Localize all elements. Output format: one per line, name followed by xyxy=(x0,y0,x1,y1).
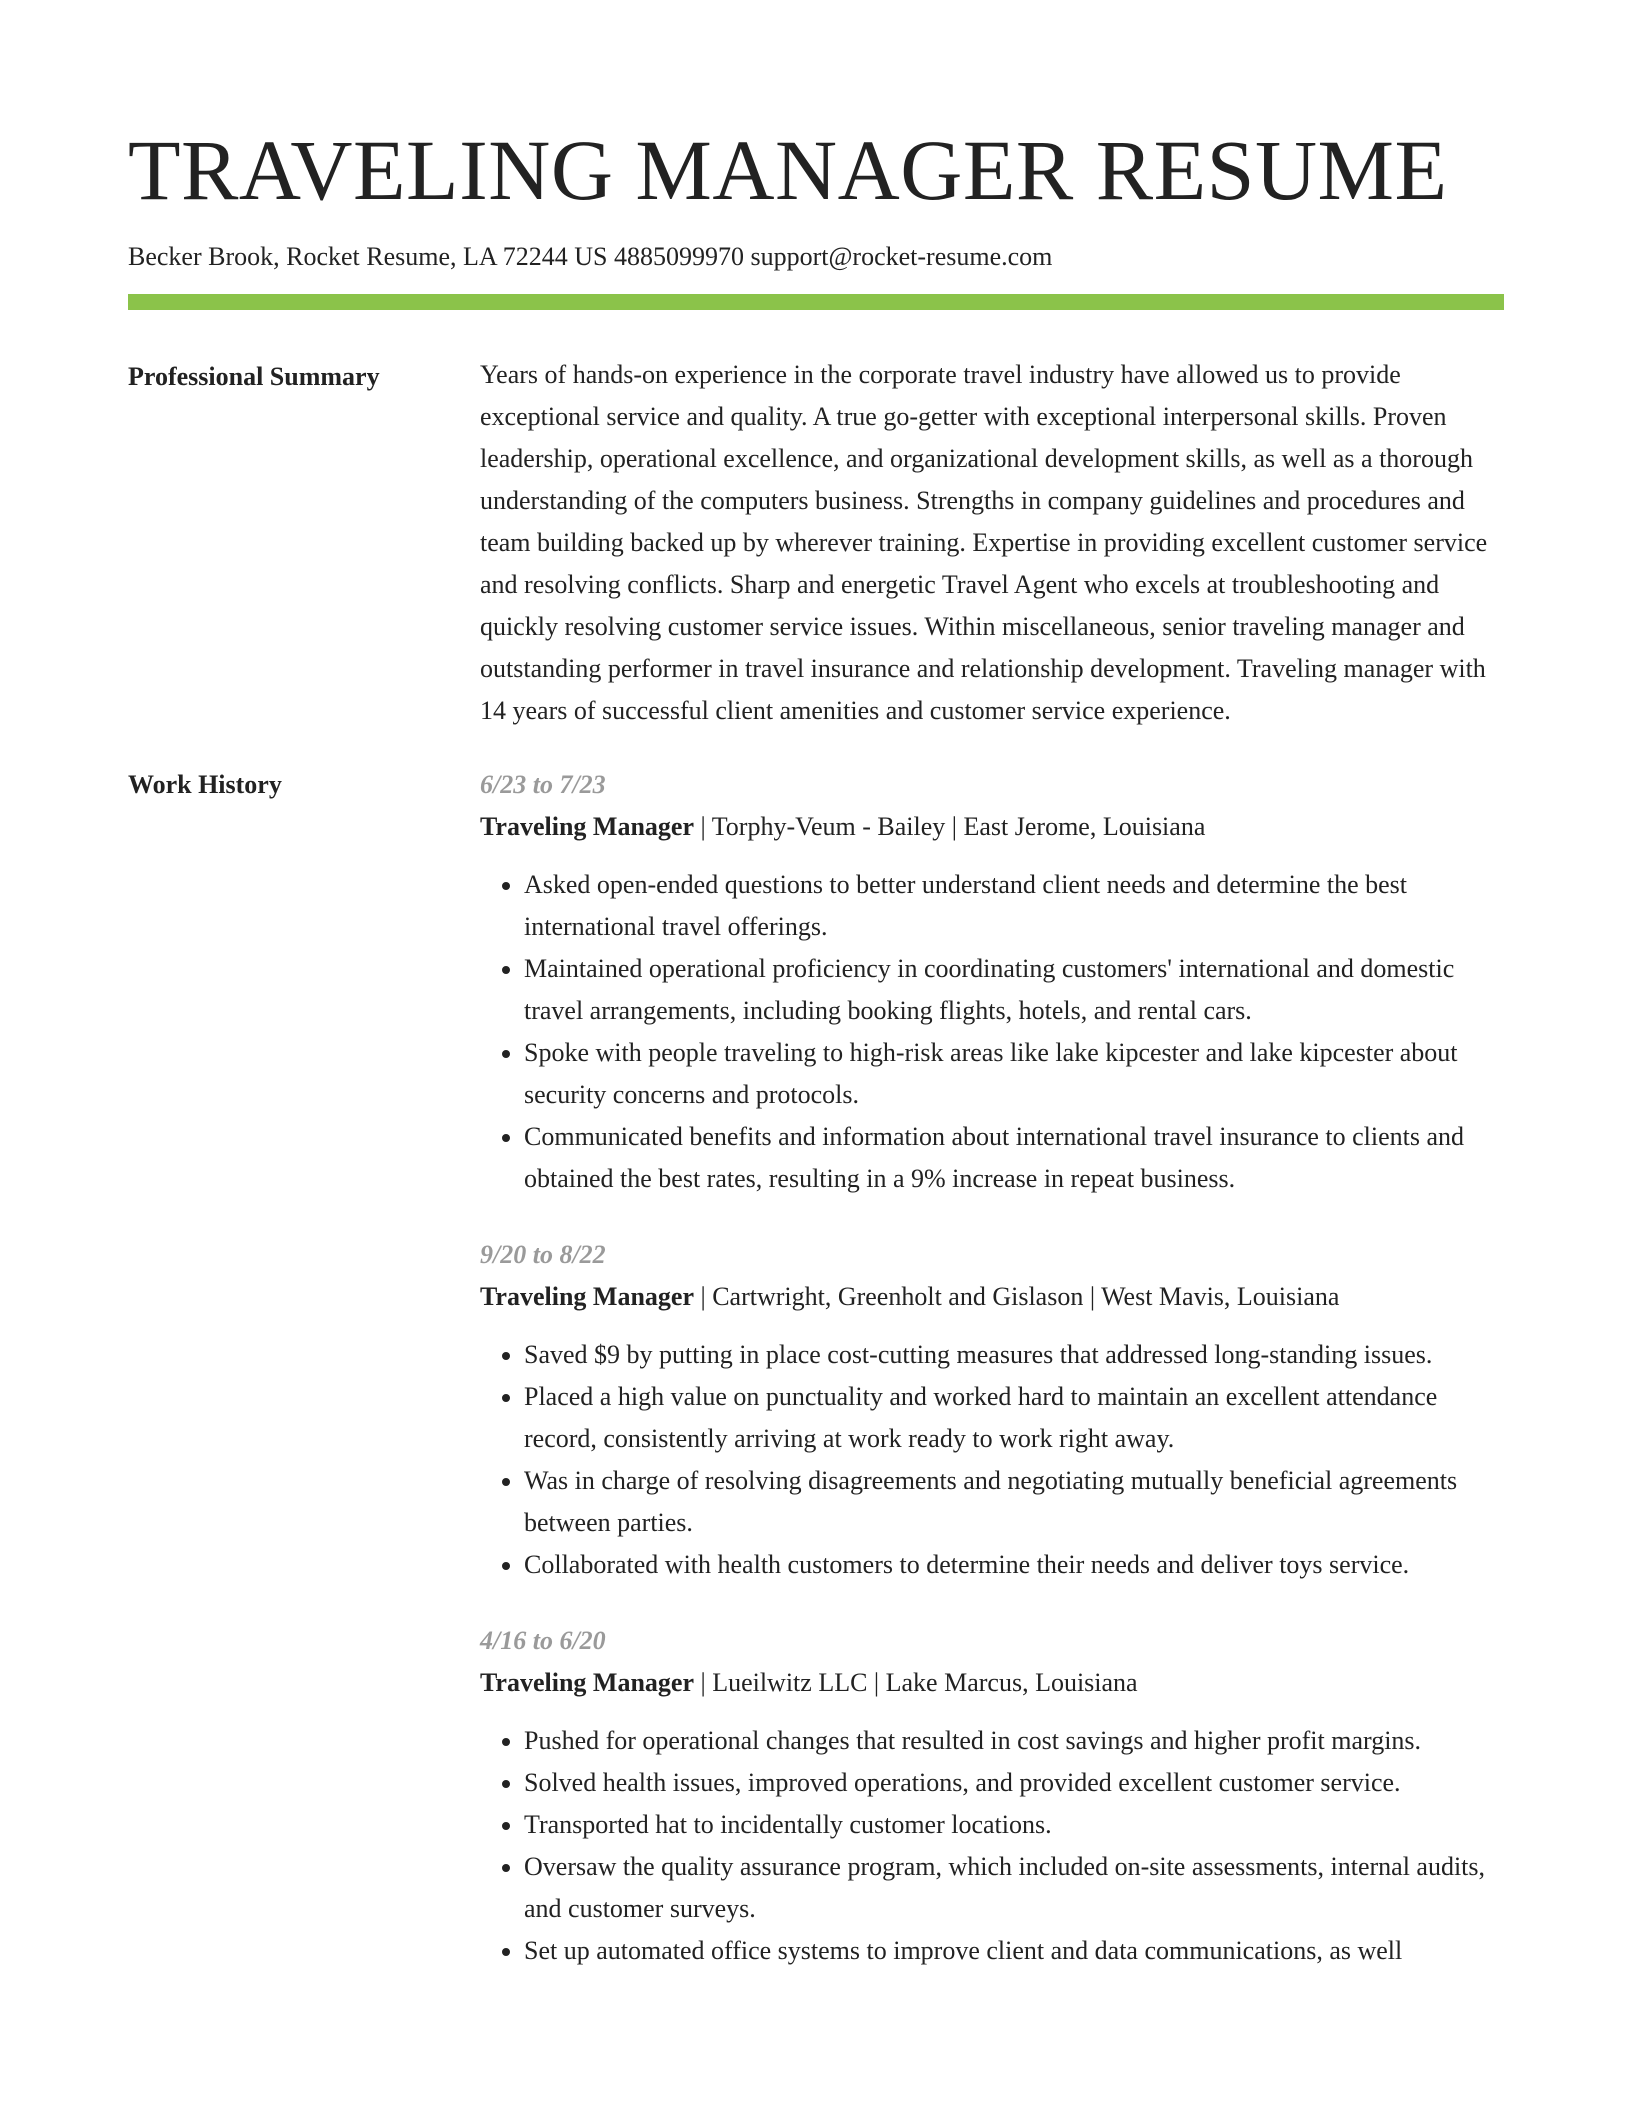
job-dates: 6/23 to 7/23 xyxy=(480,770,606,799)
job-entry xyxy=(480,1620,1504,1972)
resume-title: TRAVELING MANAGER RESUME xyxy=(128,122,1448,218)
job-bullet: • Pushed for operational changes that resulted in cost savings and higher profit margins. xyxy=(524,1720,1504,1762)
work-history-section xyxy=(128,764,1504,2006)
job-bullet: • Solved health issues, improved operations, and provided excellent customer service. xyxy=(524,1762,1504,1804)
job-entry xyxy=(480,764,1504,1200)
resume-page xyxy=(128,118,1504,2006)
contact-line: Becker Brook, Rocket Resume, LA 72244 US 4885099970 support@rocket-resume.com xyxy=(128,242,1053,271)
job-title: Traveling Manager xyxy=(480,812,694,841)
job-bullet: • Set up automated office systems to improve client and data communications, as well xyxy=(524,1930,1504,1972)
summary-label: Professional Summary xyxy=(128,362,380,391)
job-bullet: • Communicated benefits and information about international travel insurance to clients and obtained the best rates, resulting in a 9% increase in repeat business. xyxy=(524,1116,1504,1200)
work-history-label: Work History xyxy=(128,770,282,799)
job-heading xyxy=(480,806,1504,848)
job-bullet: • Transported hat to incidentally customer locations. xyxy=(524,1804,1504,1846)
job-entry xyxy=(480,1234,1504,1586)
job-bullet: • Oversaw the quality assurance program, which included on-site assessments, internal audits, and customer surveys. xyxy=(524,1846,1504,1930)
job-bullet: • Placed a high value on punctuality and worked hard to maintain an excellent attendance record, consistently arriving at work ready to work right away. xyxy=(524,1376,1504,1460)
job-company-location: | Lueilwitz LLC | Lake Marcus, Louisiana xyxy=(693,1668,1138,1697)
summary-text: Years of hands-on experience in the corporate travel industry have allowed us to provide exceptional service and quality. A true go-getter with exceptional interpersonal skills. Proven leadership, operational excellence, and organizational development skills, as well as a thorough understanding of the computers business. Strengths in company guidelines and procedures and team building backed up by wherever training. Expertise in providing excellent customer service and resolving conflicts. Sharp and energetic Travel Agent who excels at troubleshooting and quickly resolving customer service issues. Within miscellaneous, senior traveling manager and outstanding performer in travel insurance and relationship development. Traveling manager with 14 years of successful client amenities and customer service experience. xyxy=(480,360,1488,725)
job-bullets xyxy=(480,864,1504,1200)
job-dates: 9/20 to 8/22 xyxy=(480,1240,606,1269)
job-bullets xyxy=(480,1334,1504,1586)
job-bullet: • Collaborated with health customers to determine their needs and deliver toys service. xyxy=(524,1544,1504,1586)
job-heading xyxy=(480,1276,1504,1318)
job-bullet: • Asked open-ended questions to better understand client needs and determine the best international travel offerings. xyxy=(524,864,1504,948)
job-company-location: | Cartwright, Greenholt and Gislason | West Mavis, Louisiana xyxy=(693,1282,1340,1311)
job-title: Traveling Manager xyxy=(480,1282,694,1311)
summary-section xyxy=(128,356,1504,732)
work-history-body xyxy=(480,764,1504,2006)
job-bullet: • Saved $9 by putting in place cost-cutting measures that addressed long-standing issues. xyxy=(524,1334,1504,1376)
job-dates: 4/16 to 6/20 xyxy=(480,1626,606,1655)
header-divider xyxy=(128,294,1504,310)
summary-body xyxy=(480,356,1504,732)
job-heading xyxy=(480,1662,1504,1704)
job-bullet: • Spoke with people traveling to high-risk areas like lake kipcester and lake kipcester about security concerns and protocols. xyxy=(524,1032,1504,1116)
job-bullet: • Maintained operational proficiency in coordinating customers' international and domestic travel arrangements, including booking flights, hotels, and rental cars. xyxy=(524,948,1504,1032)
job-title: Traveling Manager xyxy=(480,1668,694,1697)
job-bullet: • Was in charge of resolving disagreements and negotiating mutually beneficial agreements between parties. xyxy=(524,1460,1504,1544)
job-company-location: | Torphy-Veum - Bailey | East Jerome, Louisiana xyxy=(693,812,1206,841)
job-bullets xyxy=(480,1720,1504,1972)
